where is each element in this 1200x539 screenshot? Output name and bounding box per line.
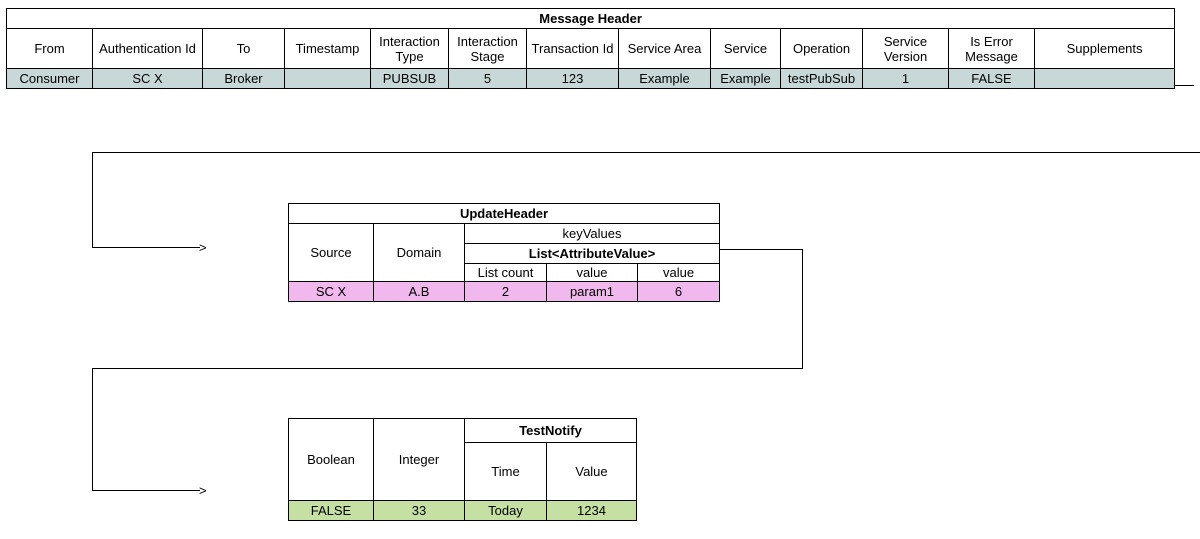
uh-col-value-1: value (547, 264, 638, 282)
tn-val-integer: 33 (374, 501, 465, 521)
uh-val-value-2: 6 (638, 282, 720, 302)
mh-val-interaction-type: PUBSUB (371, 69, 449, 89)
uh-val-list-count: 2 (465, 282, 547, 302)
connector-1-top (92, 152, 1200, 153)
update-header-table (288, 203, 720, 302)
tn-col-time: Time (465, 443, 547, 501)
tn-col-integer: Integer (374, 419, 465, 501)
mh-val-is-error-message: FALSE (949, 69, 1035, 89)
uh-col-domain: Domain (374, 224, 465, 282)
mh-val-interaction-stage: 5 (449, 69, 527, 89)
connector-1-bottom (92, 247, 200, 248)
tn-val-boolean: FALSE (289, 501, 374, 521)
mh-col-transaction-id: Transaction Id (527, 29, 619, 69)
mh-col-authentication-id: Authentication Id (93, 29, 203, 69)
mh-val-service-area: Example (619, 69, 711, 89)
mh-val-service: Example (711, 69, 781, 89)
mh-col-service-version: Service Version (863, 29, 949, 69)
connector-2-right-vertical (802, 249, 803, 369)
mh-val-supplements (1035, 69, 1175, 89)
tn-val-value: 1234 (547, 501, 637, 521)
mh-val-transaction-id: 123 (527, 69, 619, 89)
mh-val-to: Broker (203, 69, 285, 89)
uh-val-value-1: param1 (547, 282, 638, 302)
update-header-title: UpdateHeader (289, 204, 720, 224)
mh-val-service-version: 1 (863, 69, 949, 89)
mh-col-interaction-type: Interaction Type (371, 29, 449, 69)
tn-col-value: Value (547, 443, 637, 501)
mh-col-interaction-stage: Interaction Stage (449, 29, 527, 69)
uh-col-keyvalues: keyValues (465, 224, 720, 244)
connector-1-left (92, 152, 93, 248)
mh-col-is-error-message: Is Error Message (949, 29, 1035, 69)
mh-col-supplements: Supplements (1035, 29, 1175, 69)
connector-2-right-stub (719, 249, 803, 250)
uh-col-source: Source (289, 224, 374, 282)
mh-val-operation: testPubSub (781, 69, 863, 89)
connector-2-bottom (92, 490, 200, 491)
tn-val-time: Today (465, 501, 547, 521)
mh-val-from: Consumer (7, 69, 93, 89)
mh-col-from: From (7, 29, 93, 69)
uh-col-list-count: List count (465, 264, 547, 282)
tn-group-title: TestNotify (465, 419, 637, 443)
arrow-head-1: > (199, 240, 207, 255)
connector-2-left (92, 368, 93, 491)
tn-col-boolean: Boolean (289, 419, 374, 501)
mh-col-operation: Operation (781, 29, 863, 69)
mh-col-timestamp: Timestamp (285, 29, 371, 69)
uh-val-domain: A.B (374, 282, 465, 302)
mh-col-service: Service (711, 29, 781, 69)
mh-val-timestamp (285, 69, 371, 89)
uh-val-source: SC X (289, 282, 374, 302)
connector-2-top (92, 368, 803, 369)
mh-val-authentication-id: SC X (93, 69, 203, 89)
mh-col-to: To (203, 29, 285, 69)
message-header-table (6, 8, 1175, 89)
message-header-title: Message Header (7, 9, 1175, 29)
uh-col-value-2: value (638, 264, 720, 282)
connector-mh-right-stub (1174, 85, 1194, 86)
mh-col-service-area: Service Area (619, 29, 711, 69)
arrow-head-2: > (199, 483, 207, 498)
test-notify-table (288, 418, 637, 521)
uh-list-type: List<AttributeValue> (465, 244, 720, 264)
